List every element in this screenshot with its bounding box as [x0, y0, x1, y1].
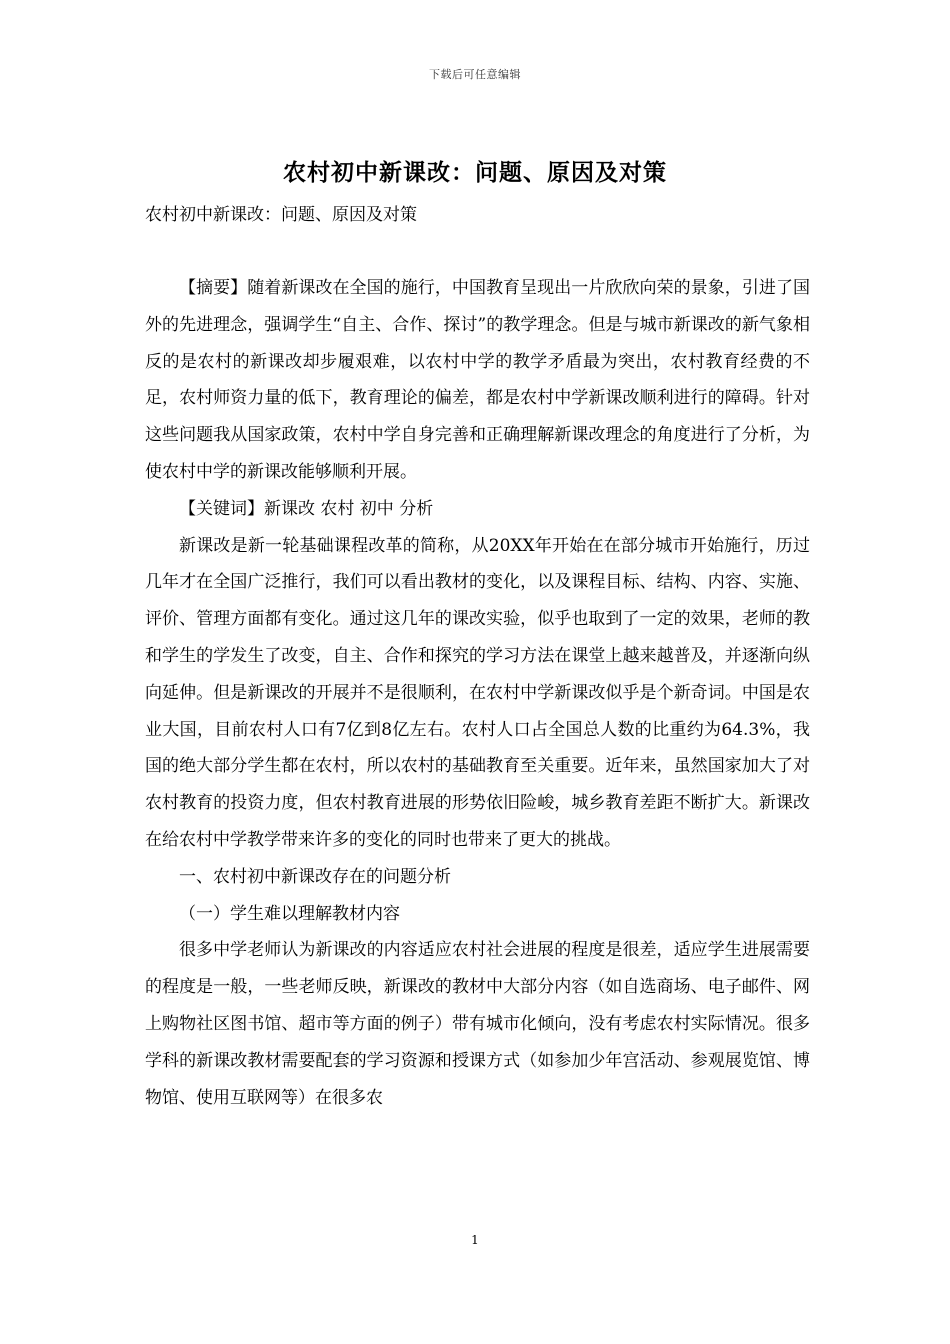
abstract-paragraph: 【摘要】随着新课改在全国的施行，中国教育呈现出一片欣欣向荣的景象，引进了国外的先进理念，强调学生“自主、合作、探讨”的教学理念。但是与城市新课改的新气象相反的是农村的新课改却步履艰难，以农村中学的教学矛盾最为突出，农村教育经费的不足，农村师资力量的低下，教育理论的偏差，都是农村中学新课改顺利进行的障碍。针对这些问题我从国家政策，农村中学自身完善和正确理解新课改理念的角度进行了分析，为使农村中学的新课改能够顺利开展。 [145, 278, 810, 482]
document-subtitle: 农村初中新课改：问题、原因及对策 [145, 205, 417, 225]
body-paragraph: 很多中学老师认为新课改的内容适应农村社会进展的程度是很差，适应学生进展需要的程度是一般，一些老师反映，新课改的教材中大部分内容（如自选商场、电子邮件、网上购物社区图书馆、超市等方面的例子）带有城市化倾向，没有考虑农村实际情况。很多学科的新课改教材需要配套的学习资源和授课方式（如参加少年宫活动、参观展览馆、博物馆、使用互联网等）在很多农 [145, 940, 810, 1108]
subsection-heading: （一）学生难以理解教材内容 [179, 903, 400, 924]
intro-paragraph: 新课改是新一轮基础课程改革的简称，从20XX年开始在在部分城市开始施行，历过几年才在全国广泛推行，我们可以看出教材的变化，以及课程目标、结构、内容、实施、评价、管理方面都有变化。通过这几年的课改实验，似乎也取到了一定的效果，老师的教和学生的学发生了改变，自主、合作和探究的学习方法在课堂上越来越普及，并逐渐向纵向延伸。但是新课改的开展并不是很顺利，在农村中学新课改似乎是个新奇词。中国是农业大国，目前农村人口有7亿到8亿左右。农村人口占全国总人数的比重约为64.3%，我国的绝大部分学生都在农村，所以农村的基础教育至关重要。近年来，虽然国家加大了对农村教育的投资力度，但农村教育进展的形势依旧险峻，城乡教育差距不断扩大。新课改在给农村中学教学带来许多的变化的同时也带来了更大的挑战。 [145, 535, 810, 850]
keywords-paragraph: 【关键词】新课改 农村 初中 分析 [179, 498, 434, 519]
header-note: 下载后可任意编辑 [429, 68, 521, 81]
document-title: 农村初中新课改：问题、原因及对策 [283, 159, 667, 186]
page-number: 1 [471, 1233, 479, 1247]
section-heading: 一、农村初中新课改存在的问题分析 [179, 866, 451, 887]
document-body [145, 270, 810, 1116]
